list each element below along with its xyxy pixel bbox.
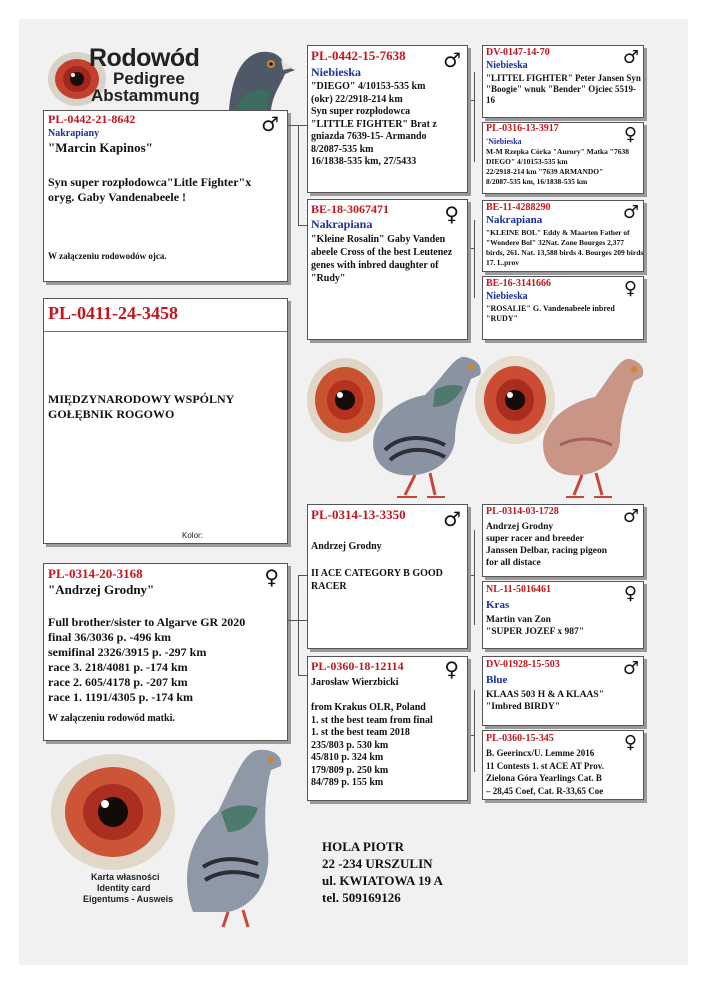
subject-ring: PL-0442-21-8642: [48, 112, 136, 126]
female-icon: ♀: [623, 583, 637, 604]
connector-line: [298, 575, 307, 576]
female-icon: ♀: [264, 565, 279, 589]
connector-line: [474, 690, 475, 772]
male-icon: ♂: [622, 202, 639, 223]
mother-father-box: [307, 504, 468, 649]
connector-line: [474, 72, 475, 162]
connector-line: [298, 225, 307, 226]
gp6-ring: NL-11-5016461: [486, 584, 551, 595]
mother-ring: PL-0314-20-3168: [48, 566, 143, 581]
subject-desc: Syn super rozpłodowca"Litle Fighter"x oryg. Gaby Vandenabeele !: [48, 175, 252, 204]
grandparent-box-8: [482, 730, 644, 800]
owner-street: ul. KWIATOWA 19 A: [322, 873, 443, 888]
card-label-2: Identity card: [97, 883, 151, 893]
gp5-ring: PL-0314-03-1728: [486, 506, 559, 517]
father-color: Niebieska: [311, 65, 362, 79]
connector-line: [468, 735, 474, 736]
grandparent-box-1: [482, 45, 644, 118]
gp3-color: Nakrapiana: [486, 214, 543, 226]
gp1-color: Niebieska: [486, 60, 528, 71]
gp2-text: M-M Rzepka Córka "Aurory" Matka "7638 DIEGO" 4/10153-535 km 22/2918-214 km "7639 ARMANDO" 8/2087-535 km, 16/1838-535 km: [486, 147, 629, 186]
subject-color: Nakrapiany: [48, 128, 100, 139]
gp4-color: Niebieska: [486, 291, 528, 302]
subject-name: "Marcin Kapinos": [48, 140, 153, 155]
grandparent-box-2: [482, 122, 644, 194]
father-mother-text: "Kleine Rosalin" Gaby Vanden abeele Cross of the best Leutenez genes with inbred daughter of "Rudy": [311, 234, 453, 284]
mother-father-text: II ACE CATEGORY B GOOD RACER: [311, 568, 443, 592]
card-label-1: Karta własności: [91, 872, 160, 882]
male-icon: ♂: [622, 47, 639, 68]
gp4-ring: BE-16-3141666: [486, 278, 551, 289]
female-icon: ♀: [623, 278, 637, 299]
gp5-text: Andrzej Grodny super racer and breeder Janssen Delbar, racing pigeon for all distace: [486, 522, 608, 568]
grandparent-box-3: [482, 200, 644, 272]
father-mother-ring: BE-18-3067471: [311, 202, 389, 216]
gp7-color: Blue: [486, 674, 508, 686]
pigeon-photo-red: [470, 345, 648, 505]
female-icon: ♀: [444, 202, 459, 226]
male-icon: ♂: [622, 658, 639, 679]
connector-line: [468, 575, 474, 576]
main-ring: PL-0411-24-3458: [48, 303, 178, 323]
mother-note: W załączeniu rodowód matki.: [48, 713, 175, 724]
mother-mother-ring: PL-0360-18-12114: [311, 659, 404, 673]
mother-mother-text: Jarosław Wierzbicki from Krakus OLR, Poland 1. st the best team from final 1. st the best team 2018 235/803 p. 530 km 45/810 p. 324 km 179/809 p. 250 km 84/789 p. 155 km: [311, 677, 433, 788]
header-title: Rodowód: [89, 44, 200, 72]
owner-city: 22 -234 URSZULIN: [322, 856, 433, 871]
gp8-ring: PL-0360-15-345: [486, 733, 554, 744]
owner-name: HOLA PIOTR: [322, 839, 404, 854]
male-icon: ♂: [261, 112, 279, 136]
pigeon-photo-blue: [305, 345, 485, 505]
subject-box: [43, 110, 288, 282]
father-text: "DIEGO" 4/10153-535 km (okr) 22/2918-214 km Syn super rozpłodowca "LITTLE FIGHTER" Brat z gniazda 7639-15- Armando 8/2087-535 km 16/1838-535 km, 27/5433: [311, 81, 437, 167]
header-sub2: Abstammung: [91, 86, 200, 105]
gp1-ring: DV-0147-14-70: [486, 47, 550, 58]
gp2-color: 'Niebieska: [486, 137, 522, 146]
male-icon: ♂: [443, 48, 461, 72]
connector-line: [474, 530, 475, 625]
gp6-color: Kras: [486, 599, 510, 611]
father-mother-color: Nakrapiana: [311, 217, 373, 231]
mother-text: Full brother/sister to Algarve GR 2020 final 36/3036 p. -496 km semifinal 2326/3915 p. -297 km race 3. 218/4081 p. -174 km race 2. 605/4178 p. -207 km race 1. 1191/4305 p. -174 km: [48, 615, 246, 704]
connector-line: [468, 248, 474, 249]
mother-box: [43, 563, 288, 741]
connector-line: [474, 220, 475, 298]
connector-line: [298, 675, 307, 676]
main-text: MIĘDZYNARODOWY WSPÓLNY GOŁĘBNIK ROGOWO: [48, 392, 234, 421]
subject-note: W załączeniu rodowodów ojca.: [48, 251, 167, 261]
owner-phone: tel. 509169126: [322, 890, 401, 905]
connector-line: [298, 125, 299, 225]
connector-line: [298, 575, 299, 675]
mother-mother-box: [307, 656, 468, 801]
grandparent-box-5: [482, 504, 644, 577]
identity-card-image: [43, 742, 293, 932]
mother-father-name: Andrzej Grodny: [311, 541, 382, 552]
gp4-text: "ROSALIE" G. Vandenabeele inbred "RUDY": [486, 304, 615, 323]
gp2-ring: PL-0316-13-3917: [486, 123, 559, 134]
connector-line: [468, 100, 474, 101]
grandparent-box-6: [482, 581, 644, 649]
gp3-ring: BE-11-4288290: [486, 202, 551, 213]
main-divider: [44, 331, 287, 332]
male-icon: ♂: [443, 507, 461, 531]
father-ring: PL-0442-15-7638: [311, 48, 406, 63]
mother-name: "Andrzej Grodny": [48, 582, 155, 597]
female-icon: ♀: [623, 732, 637, 753]
kolor-label: Kolor:: [182, 531, 203, 540]
grandparent-box-4: [482, 276, 644, 340]
grandparent-box-7: [482, 656, 644, 726]
gp1-text: "LITTEL FIGHTER" Peter Jansen Syn "Boogie" wnuk "Bender" Ojciec 5519-16: [486, 73, 641, 105]
female-icon: ♀: [623, 124, 637, 145]
female-icon: ♀: [444, 657, 459, 681]
owner-address: [322, 838, 443, 906]
gp7-text: KLAAS 503 H & A KLAAS" "Imbred BIRDY": [486, 690, 604, 712]
gp7-ring: DV-01928-15-503: [486, 659, 560, 670]
card-label-3: Eigentums - Ausweis: [83, 894, 174, 904]
gp6-text: Martin van Zon "SUPER JOZEF x 987": [486, 615, 585, 637]
header-sub1: Pedigree: [113, 69, 185, 88]
gp3-text: "KLEINE BOL" Eddy & Maarten Father of "Wondere Bol" 32Nat. Zone Bourges 2,377 birds, 261. Nat. 13,588 birds 4. Bourges 209 birds 17. L.prov: [486, 228, 644, 267]
father-mother-box: [307, 199, 468, 340]
main-box: [43, 298, 288, 544]
mother-father-ring: PL-0314-13-3350: [311, 507, 406, 522]
header-logo: [45, 44, 295, 110]
male-icon: ♂: [622, 506, 639, 527]
father-box: [307, 45, 468, 193]
pigeon-head-icon: [221, 44, 296, 110]
gp8-text: B. Geerincx/U. Lemme 2016 11 Contests 1. st ACE AT Prov. Zielona Góra Yearlings Cat. B – 28,45 Coef, Cat. R-33,65 Coe: [486, 748, 605, 796]
